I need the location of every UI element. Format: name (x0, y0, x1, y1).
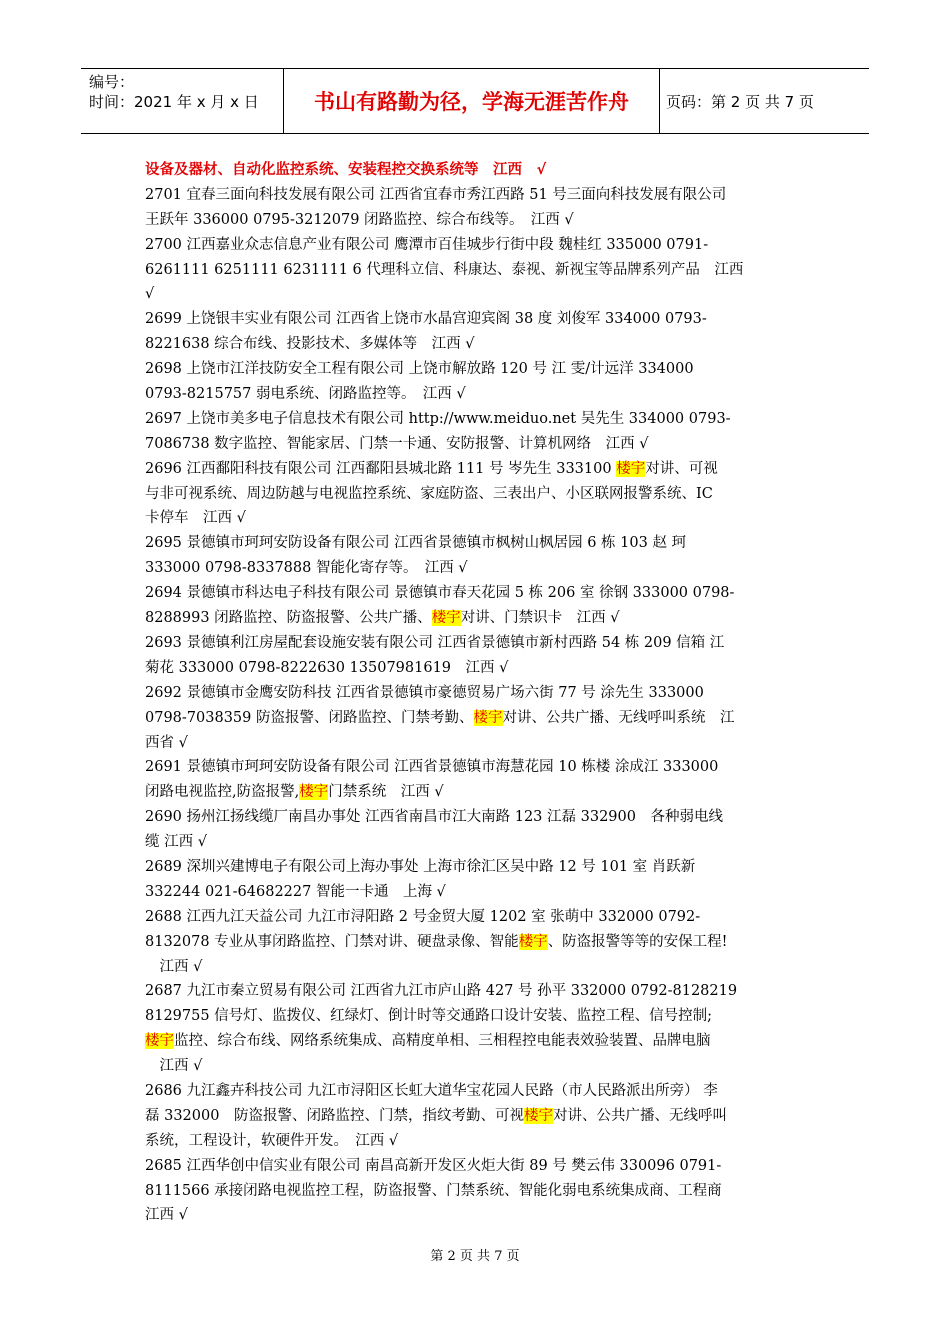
text-line: 江西 √ (145, 1207, 188, 1224)
highlighted-term: 楼宇 (518, 933, 548, 950)
text-line: 2688 江西九江天益公司 九江市浔阳路 2 号金贸大厦 1202 室 张萌中 332000 0792- (145, 908, 701, 925)
text-line: 2690 扬州江扬线缆厂南昌办事处 江西省南昌市江大南路 123 江磊 332900 各种弱电线 (145, 809, 723, 826)
text-line: 菊花 333000 0798-8222630 13507981619 江西 √ (145, 659, 509, 676)
text-line: 0798-7038359 防盗报警、闭路监控、门禁考勤、楼宇对讲、公共广播、无线呼叫系统 江 (145, 709, 735, 726)
highlighted-term: 楼宇 (616, 460, 646, 477)
text-line: 2697 上饶市美多电子信息技术有限公司 http://www.meiduo.net 吴先生 334000 0793- (145, 410, 731, 427)
text-line: 332244 021-64682227 智能一卡通 上海 √ (145, 883, 446, 900)
listing-lines (145, 183, 820, 1228)
text-line: 0793-8215757 弱电系统、闭路监控等。 江西 √ (145, 386, 466, 403)
text-line: 2689 深圳兴建博电子有限公司上海办事处 上海市徐汇区吴中路 12 号 101 室 肖跃新 (145, 858, 696, 875)
text-line: 2696 江西鄱阳科技有限公司 江西鄱阳县城北路 111 号 岑先生 333100 楼宇对讲、可视 (145, 460, 718, 477)
highlighted-term: 楼宇 (523, 1107, 553, 1124)
text-line: 333000 0798-8337888 智能化寄存等。 江西 √ (145, 560, 468, 577)
section-title: 设备及器材、自动化监控系统、安装程控交换系统等 江西 √ (145, 162, 547, 178)
text-line: 西省 √ (145, 734, 188, 751)
text-line: 王跃年 336000 0795-3212079 闭路监控、综合布线等。 江西 √ (145, 211, 574, 228)
document-number-label: 编号： (89, 73, 135, 91)
document-body (145, 158, 820, 1228)
text-line: 系统，工程设计，软硬件开发。 江西 √ (145, 1132, 399, 1149)
text-line: 与非可视系统、周边防越与电视监控系统、家庭防盗、三表出户、小区联网报警系统、IC (145, 485, 713, 502)
text-line: 2695 景德镇市珂珂安防设备有限公司 江西省景德镇市枫树山枫居园 6 栋 103 赵 珂 (145, 535, 687, 552)
document-date-label: 时间：2021 年 x 月 x 日 (89, 93, 259, 111)
text-line: 2692 景德镇市金鹰安防科技 江西省景德镇市豪德贸易广场六街 77 号 涂先生 333000 (145, 684, 704, 701)
text-line: 2686 九江鑫卉科技公司 九江市浔阳区长虹大道华宝花园人民路（市人民路派出所旁） 李 (145, 1082, 718, 1099)
text-line: 8129755 信号灯、监拨仪、红绿灯、倒计时等交通路口设计安装、监控工程、信号控制; (145, 1008, 713, 1025)
page-footer: 第 2 页 共 7 页 (430, 1249, 520, 1264)
highlighted-term: 楼宇 (299, 784, 329, 801)
text-line: 2701 宜春三面向科技发展有限公司 江西省宜春市秀江西路 51 号三面向科技发展有限公司 (145, 186, 727, 203)
text-line: 6261111 6251111 6231111 6 代理科立信、科康达、泰视、新视宝等品牌系列产品 江西 (145, 261, 744, 278)
text-line: 2687 九江市秦立贸易有限公司 江西省九江市庐山路 427 号 孙平 332000 0792-8128219 (145, 983, 738, 1000)
highlighted-term: 楼宇 (145, 1033, 174, 1050)
text-line: 2699 上饶银丰实业有限公司 江西省上饶市水晶宫迎宾阁 38 度 刘俊军 334000 0793- (145, 311, 707, 328)
text-line: 磊 332000 防盗报警、闭路监控、门禁，指纹考勤、可视楼宇对讲、公共广播、无线呼叫 (145, 1107, 727, 1124)
text-line: 缆 江西 √ (145, 834, 207, 851)
text-line: 8221638 综合布线、投影技术、多媒体等 江西 √ (145, 336, 475, 353)
text-line: 8288993 闭路监控、防盗报警、公共广播、楼宇对讲、门禁识卡 江西 √ (145, 610, 620, 627)
header-meta (81, 69, 284, 133)
text-line: 2685 江西华创中信实业有限公司 南昌高新开发区火炬大街 89 号 樊云伟 330096 0791- (145, 1157, 722, 1174)
text-line: 闭路电视监控,防盗报警,楼宇门禁系统 江西 √ (145, 784, 444, 801)
text-line: 7086738 数字监控、智能家居、门禁一卡通、安防报警、计算机网络 江西 √ (145, 435, 649, 452)
page-header (81, 68, 869, 134)
text-line: 卡停车 江西 √ (145, 510, 246, 527)
text-line: 2691 景德镇市珂珂安防设备有限公司 江西省景德镇市海慧花园 10 栋楼 涂成江 333000 (145, 759, 719, 776)
text-line: 2698 上饶市江洋技防安全工程有限公司 上饶市解放路 120 号 江 雯/计远洋 334000 (145, 361, 694, 378)
text-line: 8111566 承接闭路电视监控工程，防盗报警、门禁系统、智能化弱电系统集成商、工程商 (145, 1182, 722, 1199)
text-line: 2700 江西嘉业众志信息产业有限公司 鹰潭市百佳城步行街中段 魏桂红 335000 0791- (145, 236, 709, 253)
text-line: 2694 景德镇市科达电子科技有限公司 景德镇市春天花园 5 栋 206 室 徐钢 333000 0798- (145, 585, 735, 602)
highlighted-term: 楼宇 (431, 610, 461, 627)
text-line: 楼宇监控、综合布线、网络系统集成、高精度单相、三相程控电能表效验装置、品牌电脑 (145, 1033, 711, 1050)
text-line: 江西 √ (145, 958, 203, 975)
text-line: √ (145, 286, 155, 303)
text-line: 江西 √ (145, 1058, 203, 1075)
highlighted-term: 楼宇 (473, 709, 503, 726)
text-line: 8132078 专业从事闭路监控、门禁对讲、硬盘录像、智能楼宇、防盗报警等等的安保工程! (145, 933, 728, 950)
header-page-number: 页码：第 2 页 共 7 页 (666, 92, 814, 111)
text-line: 2693 景德镇利江房屋配套设施安装有限公司 江西省景德镇市新村西路 54 栋 209 信箱 江 (145, 634, 725, 651)
header-motto: 书山有路勤为径，学海无涯苦作舟 (284, 69, 660, 133)
